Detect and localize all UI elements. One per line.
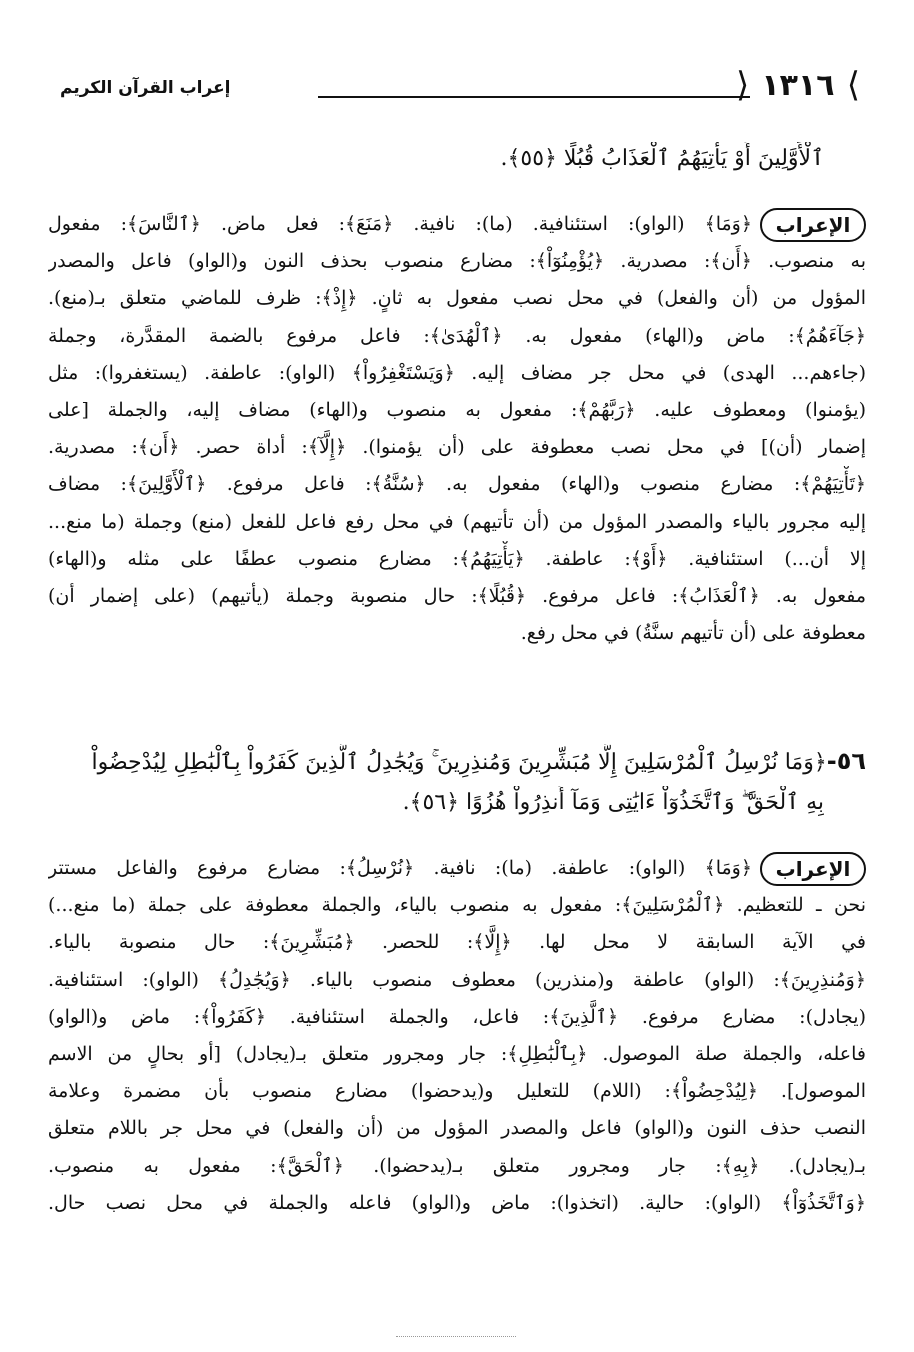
text-line: فاعله، والجملة صلة الموصول. ﴿بِٱلْبَٰطِلِ﴾: جار ومجرور متعلق بـ(يجادل) [أو بحالٍ من الاسم [48, 1042, 866, 1065]
text-line: الموصول]. ﴿لِيُدْحِضُواْ﴾: (اللام) للتعليل و(يدحضوا) مضارع منصوب بأن مضمرة وعلامة [48, 1080, 866, 1103]
text-line: إليه مجرور بالياء والمصدر المؤول من (أن تأتيهم) في محل رفع فاعل للفعل (منع) وجملة (ما منع... [48, 510, 866, 533]
text-line: المؤول من (أن والفعل) في محل نصب مفعول به ثانٍ. ﴿إِذْ﴾: ظرف للماضي متعلق بـ(منع). [48, 287, 866, 310]
page-header [60, 66, 860, 110]
text-line-content: ﴿وَمَا﴾ (الواو): عاطفة. (ما): نافية. ﴿نُرْسِلُ﴾: مضارع مرفوع والفاعل مستتر [48, 857, 752, 879]
verse-number: ٥٦- [826, 747, 866, 775]
text-line [48, 850, 866, 887]
text-line: مفعول به. ﴿ٱلْعَذَابُ﴾: فاعل مرفوع. ﴿قُبُلًا﴾: حال منصوبة وجملة (يأتيهم) (على إضمار أن) [48, 584, 866, 607]
text-line: ﴿جَآءَهُمُ﴾: ماض و(الهاء) مفعول به. ﴿ٱلْهُدَىٰ﴾: فاعل مرفوع بالضمة المقدَّرة، وجملة [48, 324, 866, 347]
text-line: ﴿وَٱتَّخَذُوٓاْ﴾ (الواو): حالية. (اتخذوا): ماض و(الواو) فاعله والجملة في محل نصب حال. [48, 1191, 866, 1214]
text-line: به منصوب. ﴿أَن﴾: مصدرية. ﴿يُؤْمِنُوٓاْ﴾: مضارع منصوب بحذف النون و(الواو) فاعل والمصدر [48, 250, 866, 273]
text-line: (يؤمنوا) ومعطوف عليه. ﴿رَبَّهُمْ﴾: مفعول به منصوب و(الهاء) مضاف إليه، والجملة [على [48, 398, 866, 421]
irab-badge-55: الإعراب [760, 208, 866, 242]
text-line: في الآية السابقة لا محل لها. ﴿إِلَّا﴾: للحصر. ﴿مُبَشِّرِينَ﴾: حال منصوبة بالياء. [48, 931, 866, 954]
page-number: ١٣١٦ [761, 68, 835, 103]
text-line-content: ﴿وَمَا﴾ (الواو): استئنافية. (ما): نافية. ﴿مَنَعَ﴾: فعل ماض. ﴿ٱلنَّاسَ﴾: مفعول [48, 213, 752, 235]
irab-badge-56: الإعراب [760, 852, 866, 886]
text-line [48, 206, 866, 243]
verse-55-tail: ٱلْأَوَّلِينَ أَوْ يَأْتِيَهُمُ ٱلْعَذَابُ قُبُلًا ﴿٥٥﴾. [500, 146, 824, 171]
text-line: (جاءهم... الهدى) في محل جر مضاف إليه. ﴿وَيَسْتَغْفِرُواْ﴾ (الواو): عاطفة. (يستغفروا): مثل [48, 361, 866, 384]
text-line: معطوفة على (أن تأتيهم سنَّةُ) في محل رفع. [520, 622, 866, 645]
header-rule [318, 96, 750, 98]
page-number-bracket-left: ⟨ [736, 65, 750, 105]
text-line: نحن ـ للتعظيم. ﴿ٱلْمُرْسَلِينَ﴾: مفعول به منصوب بالياء، والجملة معطوفة على جملة (ما منع...) [48, 894, 866, 917]
text-line: إضمار (أن)] في محل نصب معطوفة على (أن يؤمنوا). ﴿إِلَّآ﴾: أداة حصر. ﴿أَن﴾: مصدرية. [48, 436, 866, 459]
text-line: ﴿تَأْتِيَهُمْ﴾: مضارع منصوب و(الهاء) مفعول به. ﴿سُنَّةُ﴾: فاعل مرفوع. ﴿ٱلْأَوَّلِينَ﴾: مضاف [48, 473, 866, 496]
page-number-bracket-right: ⟩ [846, 65, 860, 105]
verse-text: ﴿وَمَا نُرْسِلُ ٱلْمُرْسَلِينَ إِلَّا مُبَشِّرِينَ وَمُنذِرِينَ ۚ وَيُجَٰدِلُ ٱلَّذِينَ كَفَرُواْ بِٱلْبَٰطِلِ لِيُدْحِضُواْ [91, 750, 827, 775]
verse-56-line-1 [48, 744, 866, 780]
text-line: (يجادل): مضارع مرفوع. ﴿ٱلَّذِينَ﴾: فاعل، والجملة استئنافية. ﴿كَفَرُواْ﴾: ماض و(الواو) [48, 1005, 866, 1028]
text-line: ﴿وَمُنذِرِينَ﴾: (الواو) عاطفة و(منذرين) معطوف منصوب بالياء. ﴿وَيُجَٰدِلُ﴾ (الواو): استئنافية. [48, 968, 866, 991]
text-line: بـ(يجادل). ﴿بِهِ﴾: جار ومجرور متعلق بـ(يدحضوا). ﴿ٱلْحَقَّ﴾: مفعول به منصوب. [48, 1154, 866, 1177]
verse-56-line-2: بِهِ ٱلْحَقَّ ۖ وَٱتَّخَذُوٓاْ ءَايَٰتِى وَمَآ أُنذِرُواْ هُزُوًا ﴿٥٦﴾. [402, 790, 824, 815]
irab-56-paragraph [48, 850, 866, 1222]
irab-55-paragraph [48, 206, 866, 652]
book-title: إعراب القرآن الكريم [60, 78, 231, 98]
footer-rule [396, 1336, 516, 1337]
text-line: النصب حذف النون و(الواو) فاعل والمصدر المؤول من (أن والفعل) في محل جر باللام متعلق [48, 1117, 866, 1140]
text-line: إلا أن...) استئنافية. ﴿أَوْ﴾: عاطفة. ﴿يَأْتِيَهُمُ﴾: مضارع منصوب عطفًا على مثله و(الهاء) [48, 547, 866, 570]
page-number-frame [736, 66, 860, 106]
